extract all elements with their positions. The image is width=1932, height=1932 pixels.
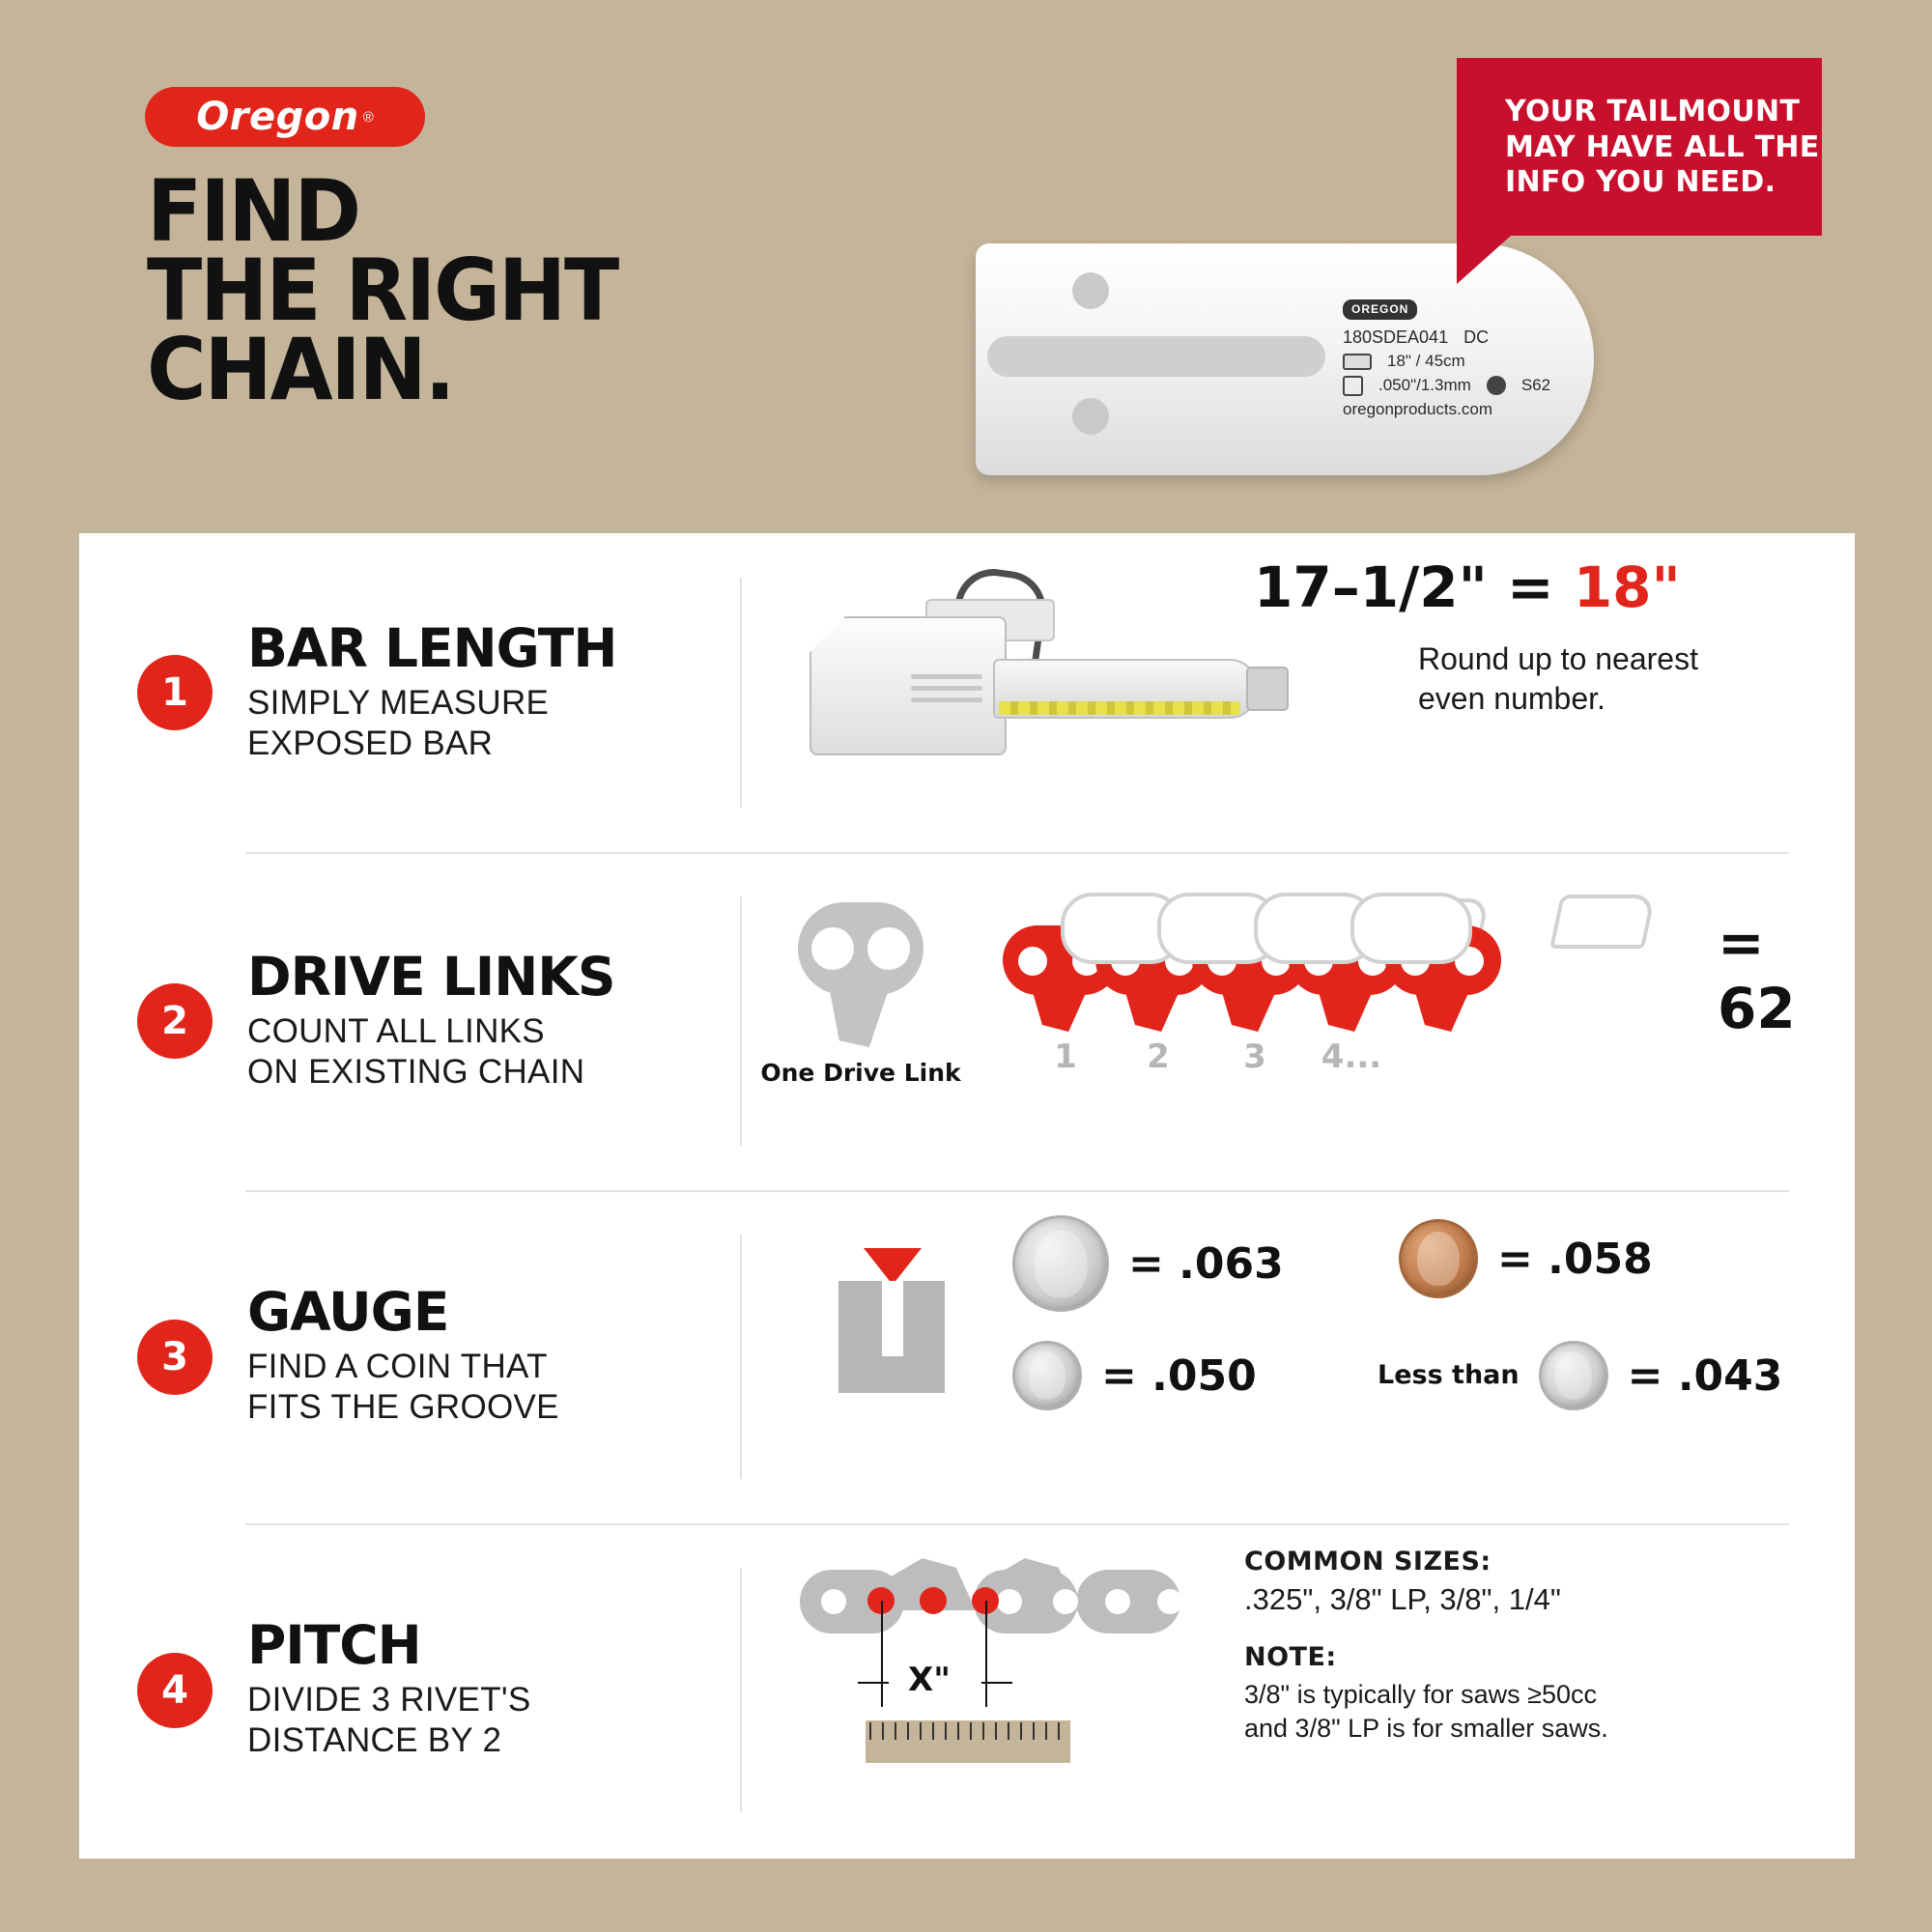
penny-coin-icon (1399, 1219, 1478, 1298)
gauge-icon (1343, 376, 1363, 396)
ruler-ticks (869, 1722, 1066, 1740)
measure-tick (985, 1601, 987, 1707)
step-number-badge: 4 (137, 1653, 213, 1728)
measure-tick (881, 1601, 883, 1707)
chain-tie-strap (1350, 893, 1472, 964)
coin-row-dime-less-than (1378, 1341, 1782, 1410)
note-heading: NOTE: (1244, 1642, 1337, 1672)
bar-length-measured: 17–1/2" = (1254, 554, 1574, 620)
step-number-badge: 1 (137, 655, 213, 730)
common-sizes-values: .325", 3/8" LP, 3/8", 1/4" (1244, 1582, 1561, 1616)
step-subtitle-line-2: DISTANCE BY 2 (247, 1721, 502, 1759)
step-row-drive-links (79, 852, 1855, 1190)
step-subtitle-line-2: FITS THE GROOVE (247, 1388, 559, 1426)
chain-link-number: 1 (1054, 1037, 1077, 1076)
bar-length-rounded: 18" (1573, 554, 1681, 620)
step-text-block (247, 1281, 740, 1428)
common-sizes-heading: COMMON SIZES: (1244, 1547, 1492, 1577)
bar-length-equation (1254, 554, 1681, 620)
step-row-bar-length (79, 533, 1855, 852)
chain-link-hole (1157, 1589, 1182, 1614)
chain-cutter-icon (1549, 895, 1656, 949)
step-number-badge: 3 (137, 1320, 213, 1395)
chain-link-hole (997, 1589, 1022, 1614)
guide-bar-hole (1072, 272, 1109, 309)
step-subtitle-line-2: ON EXISTING CHAIN (247, 1052, 585, 1091)
tailmount-logo: OREGON (1343, 299, 1417, 320)
header (0, 0, 1932, 526)
step-subtitle-line-1: DIVIDE 3 RIVET'S (247, 1681, 531, 1719)
quarter-coin-icon (1012, 1215, 1109, 1312)
coin-row-quarter (1012, 1215, 1284, 1312)
tailmount-website: oregonproducts.com (1343, 399, 1492, 418)
bar-groove-icon (838, 1248, 945, 1393)
quarter-gauge-value: = .063 (1128, 1238, 1284, 1289)
registered-trademark-icon: ® (362, 108, 374, 126)
step-subtitle-line-1: COUNT ALL LINKS (247, 1011, 545, 1050)
chain-link-hole (1053, 1589, 1078, 1614)
tailmount-code: DC (1463, 327, 1490, 348)
chain-link-number: 2 (1147, 1037, 1170, 1076)
measure-caliper-left (858, 1682, 889, 1684)
step-text-block (247, 945, 740, 1093)
measuring-tape-icon (1246, 667, 1289, 711)
penny-gauge-value: = .058 (1497, 1234, 1653, 1284)
headline-line-2: THE RIGHT (147, 240, 618, 340)
guide-bar-hole (1072, 398, 1109, 435)
pitch-x-label: X" (908, 1661, 951, 1699)
chain-link-hole (1105, 1589, 1130, 1614)
step-subtitle-line-1: FIND A COIN THAT (247, 1348, 548, 1385)
coin-row-dime (1012, 1341, 1257, 1410)
step-title: DRIVE LINKS (247, 945, 615, 1008)
guide-bar-slot (987, 336, 1325, 377)
pitch-diagram (800, 1537, 1206, 1788)
rivet-marker (920, 1587, 947, 1614)
step-title: BAR LENGTH (247, 616, 617, 679)
bar-length-note: Round up to nearest even number. (1418, 641, 1698, 716)
step-text-block (247, 616, 740, 764)
one-drive-link-caption: One Drive Link (760, 1059, 961, 1087)
chain-links-diagram (1003, 891, 1669, 1076)
measure-caliper-right (981, 1682, 1012, 1684)
oregon-logo (145, 87, 425, 147)
tailmount-part-number: 180SDEA041 (1343, 327, 1449, 348)
headline-line-3: CHAIN. (147, 319, 454, 419)
tailmount-length: 18" / 45cm (1387, 352, 1465, 371)
tailmount-callout-text: YOUR TAILMOUNT MAY HAVE ALL THE INFO YOU NEED. (1505, 95, 1820, 200)
drive-link-hole (811, 927, 854, 970)
tailmount-stamp (1343, 295, 1633, 421)
page-title (147, 161, 618, 419)
step-subtitle-line-2: EXPOSED BAR (247, 724, 494, 762)
step-subtitle-line-1: SIMPLY MEASURE (247, 683, 550, 722)
drive-link-total: = 62 (1718, 910, 1796, 1041)
step-art-drive-links (742, 852, 1855, 1190)
chain-link-number: 4... (1321, 1037, 1382, 1076)
step-row-pitch (79, 1523, 1855, 1857)
dime-gauge-value: = .050 (1101, 1350, 1257, 1401)
tailmount-gauge: .050"/1.3mm (1378, 376, 1471, 395)
bar-mount-icon (1343, 354, 1372, 370)
pitch-chain-graphic (800, 1547, 1206, 1653)
tailmount-callout (1457, 58, 1822, 236)
arrow-down-icon (864, 1248, 922, 1285)
logo-text: Oregon (196, 95, 359, 139)
callout-tail-icon (1457, 236, 1511, 284)
step-art-gauge (742, 1190, 1855, 1523)
coin-row-penny (1399, 1219, 1653, 1298)
step-art-bar-length (742, 533, 1855, 852)
chain-link-hole (821, 1589, 846, 1614)
dime-less-than-gauge-value: = .043 (1627, 1350, 1783, 1401)
drive-link-hole (867, 927, 910, 970)
step-text-block (247, 1614, 740, 1761)
step-number-badge: 2 (137, 983, 213, 1059)
steps-card (79, 533, 1855, 1859)
dime-coin-icon (1539, 1341, 1608, 1410)
groove-slot (882, 1281, 903, 1356)
step-row-gauge (79, 1190, 1855, 1523)
tailmount-drive-links: S62 (1520, 376, 1551, 395)
headline-line-1: FIND (147, 161, 359, 261)
chainsaw-icon (810, 570, 1235, 763)
one-drive-link-icon (798, 902, 923, 1047)
drive-link-icon (1487, 376, 1506, 395)
note-line-1: 3/8" is typically for saws ≥50cc (1244, 1680, 1598, 1709)
less-than-label: Less than (1378, 1359, 1520, 1390)
saw-vents (911, 674, 982, 703)
pitch-info-block (1244, 1547, 1708, 1746)
step-title: PITCH (247, 1614, 421, 1676)
saw-chain (999, 701, 1240, 715)
dime-coin-icon (1012, 1341, 1082, 1410)
chain-link-number: 3 (1243, 1037, 1266, 1076)
note-line-2: and 3/8" LP is for smaller saws. (1244, 1714, 1608, 1744)
step-title: GAUGE (247, 1281, 449, 1343)
step-art-pitch (742, 1523, 1855, 1857)
drive-link-hole (1018, 947, 1047, 976)
